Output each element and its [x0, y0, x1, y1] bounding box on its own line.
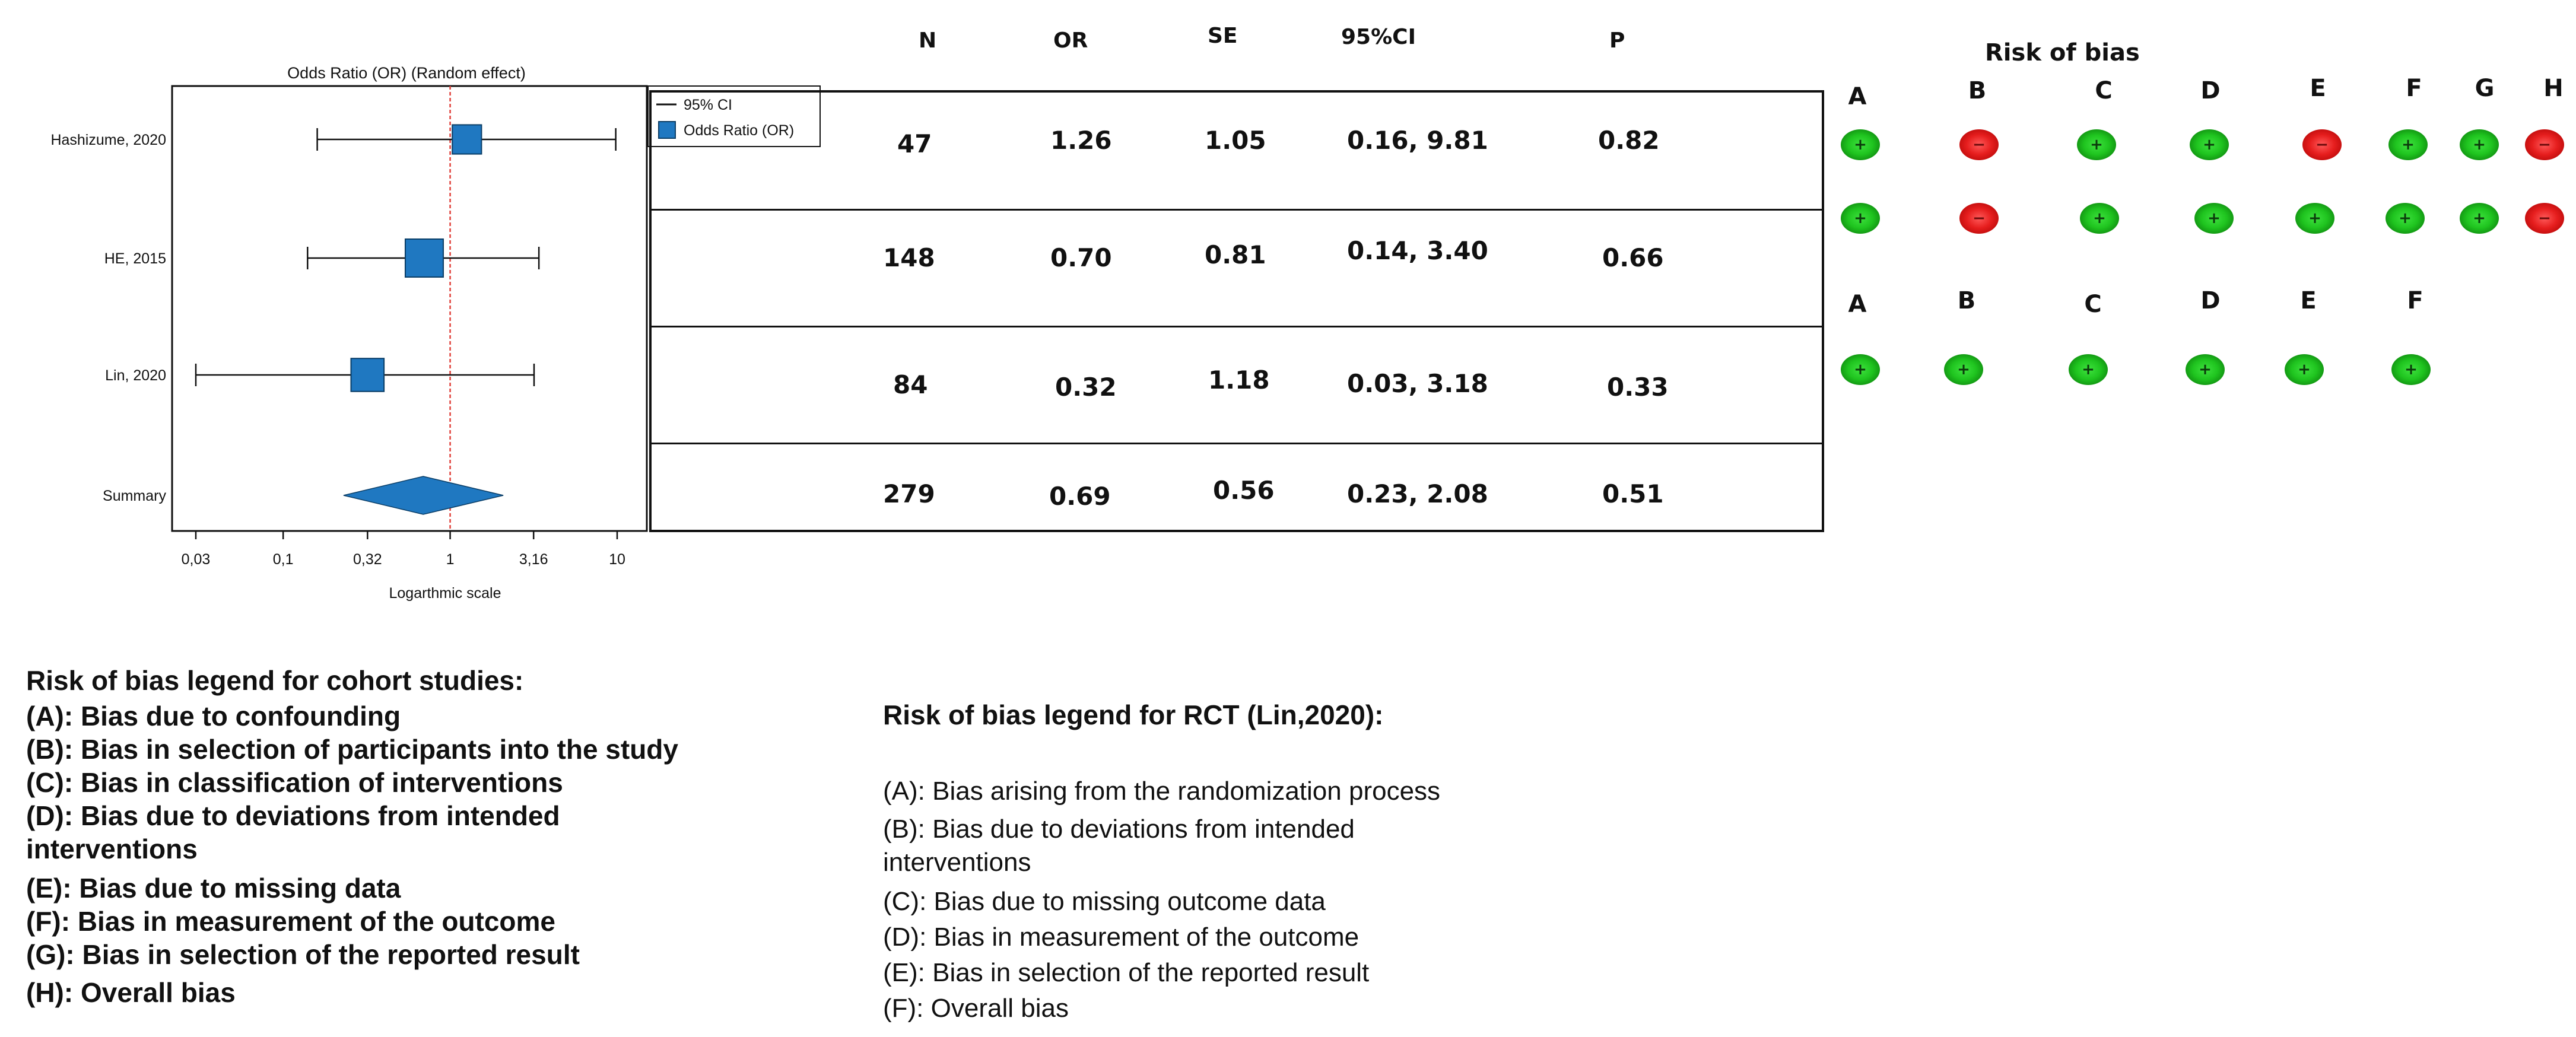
low-risk-dot: [1841, 129, 1880, 160]
low-risk-dot: [2190, 129, 2229, 160]
rob-col-letter: B: [1957, 287, 1976, 314]
rob-col-letter: F: [2406, 75, 2422, 102]
rob-col-letter: G: [2475, 75, 2495, 102]
plus-icon: +: [2199, 361, 2212, 378]
x-tick-label: 0,1: [272, 551, 294, 568]
table-cell: 0.66: [1602, 243, 1664, 272]
table-cell: 0.16, 9.81: [1347, 126, 1488, 155]
low-risk-dot: [1944, 354, 1983, 385]
row-divider: [652, 443, 1822, 444]
rob-col-letter: E: [2300, 287, 2317, 314]
plus-icon: +: [2399, 209, 2412, 227]
x-axis-label: Logarthmic scale: [389, 585, 501, 602]
risk-of-bias-title: Risk of bias: [1985, 39, 2140, 66]
table-cell: 1.26: [1050, 126, 1112, 155]
legend-rct-item: interventions: [883, 848, 1031, 877]
legend-cohort-item: interventions: [26, 834, 198, 864]
rob-col-letter: D: [2200, 287, 2221, 314]
rob-col-letter: C: [2084, 291, 2102, 318]
plus-icon: +: [2093, 209, 2106, 227]
legend-rct-item: (A): Bias arising from the randomization process: [883, 777, 1441, 806]
plus-icon: +: [2402, 136, 2415, 154]
plus-icon: +: [2473, 136, 2486, 154]
legend-rct-item: (D): Bias in measurement of the outcome: [883, 923, 1360, 952]
plus-icon: +: [2405, 361, 2418, 378]
plus-icon: +: [2203, 136, 2216, 154]
low-risk-dot: [2386, 203, 2425, 234]
col-header-n: N: [919, 28, 937, 53]
forest-plot: [0, 0, 795, 617]
minus-icon: −: [2315, 136, 2329, 154]
table-cell: 0.82: [1598, 126, 1660, 155]
high-risk-dot: [2525, 129, 2564, 160]
low-risk-dot: [2388, 129, 2428, 160]
minus-icon: −: [1973, 136, 1986, 154]
high-risk-dot: [1959, 129, 1999, 160]
plot-frame: [172, 86, 647, 531]
low-risk-dot: [2460, 203, 2499, 234]
legend-cohort-item: (C): Bias in classification of interventions: [26, 767, 563, 798]
x-tick-label: 3,16: [519, 551, 548, 568]
legend-rct-item: (F): Overall bias: [883, 994, 1069, 1023]
or-marker: [452, 125, 481, 154]
plus-icon: +: [1854, 361, 1867, 378]
rob-col-letter: C: [2095, 77, 2113, 104]
high-risk-dot: [1959, 203, 1999, 234]
table-cell: 1.18: [1208, 365, 1270, 395]
col-header-ci: 95%CI: [1341, 25, 1416, 49]
low-risk-dot: [2186, 354, 2225, 385]
high-risk-dot: [2525, 203, 2564, 234]
col-header-or: OR: [1053, 28, 1088, 53]
x-tick-label: 1: [446, 551, 455, 568]
summary-diamond: [344, 476, 503, 514]
plus-icon: +: [1854, 136, 1867, 154]
legend-cohort-item: (B): Bias in selection of participants into the study: [26, 734, 678, 765]
legend-cohort-heading: Risk of bias legend for cohort studies:: [26, 665, 524, 696]
table-cell: 1.05: [1205, 126, 1266, 155]
legend-rct-item: (B): Bias due to deviations from intended: [883, 815, 1355, 844]
table-cell: 0.33: [1607, 373, 1669, 402]
rob-col-letter: H: [2543, 75, 2564, 102]
table-cell: 148: [883, 243, 935, 272]
table-cell: 47: [897, 129, 932, 158]
legend-marker-label: Odds Ratio (OR): [684, 122, 795, 139]
minus-icon: −: [2538, 209, 2551, 227]
rob-col-letter: F: [2407, 287, 2423, 314]
x-tick-label: 0,32: [352, 551, 382, 568]
col-header-se: SE: [1208, 24, 1238, 48]
row-divider: [652, 326, 1822, 327]
plus-icon: +: [2473, 209, 2486, 227]
minus-icon: −: [1973, 209, 1986, 227]
low-risk-dot: [2080, 203, 2119, 234]
table-cell: 0.69: [1049, 482, 1111, 511]
summary-label: Summary: [103, 488, 166, 504]
table-cell: 0.23, 2.08: [1347, 479, 1488, 508]
plus-icon: +: [2090, 136, 2103, 154]
table-cell: 0.70: [1050, 243, 1112, 272]
legend-rct-heading: Risk of bias legend for RCT (Lin,2020):: [883, 699, 1384, 730]
legend-cohort-item: (H): Overall bias: [26, 977, 236, 1008]
plus-icon: +: [2207, 209, 2221, 227]
row-divider: [652, 209, 1822, 211]
legend-cohort-item: (D): Bias due to deviations from intended: [26, 800, 560, 831]
low-risk-dot: [2077, 129, 2116, 160]
table-cell: 0.03, 3.18: [1347, 369, 1488, 398]
rob-col-letter: A: [1848, 83, 1867, 110]
study-label: Lin, 2020: [105, 367, 166, 384]
x-tick-label: 10: [609, 551, 625, 568]
low-risk-dot: [1841, 354, 1880, 385]
rob-col-letter: D: [2200, 77, 2221, 104]
table-cell: 0.14, 3.40: [1347, 236, 1488, 265]
legend-cohort-item: (A): Bias due to confounding: [26, 701, 401, 731]
study-label: Hashizume, 2020: [50, 132, 166, 148]
table-cell: 0.51: [1602, 479, 1664, 508]
table-cell: 279: [883, 479, 935, 508]
or-marker: [351, 358, 385, 392]
table-cell: 0.56: [1213, 476, 1275, 505]
low-risk-dot: [2069, 354, 2108, 385]
minus-icon: −: [2538, 136, 2551, 154]
low-risk-dot: [1841, 203, 1880, 234]
plus-icon: +: [2308, 209, 2321, 227]
legend-cohort-item: (E): Bias due to missing data: [26, 873, 401, 904]
study-label: HE, 2015: [104, 250, 166, 267]
rob-col-letter: B: [1968, 77, 1987, 104]
low-risk-dot: [2295, 203, 2334, 234]
rob-col-letter: E: [2310, 75, 2326, 102]
high-risk-dot: [2302, 129, 2342, 160]
plus-icon: +: [1957, 361, 1970, 378]
plus-icon: +: [2298, 361, 2311, 378]
low-risk-dot: [2285, 354, 2324, 385]
or-marker: [405, 239, 443, 277]
legend-cohort-item: (G): Bias in selection of the reported result: [26, 939, 580, 970]
x-tick-label: 0,03: [181, 551, 211, 568]
table-cell: 84: [893, 370, 928, 399]
table-cell: 0.81: [1205, 240, 1266, 269]
table-cell: 0.32: [1055, 373, 1117, 402]
low-risk-dot: [2391, 354, 2431, 385]
rob-col-letter: A: [1848, 291, 1867, 318]
low-risk-dot: [2460, 129, 2499, 160]
plus-icon: +: [1854, 209, 1867, 227]
legend-ci-label: 95% CI: [684, 97, 732, 113]
col-header-p: P: [1609, 28, 1625, 53]
plus-icon: +: [2082, 361, 2095, 378]
legend-cohort-item: (F): Bias in measurement of the outcome: [26, 906, 556, 937]
legend-rct-item: (C): Bias due to missing outcome data: [883, 887, 1326, 916]
chart-title: Odds Ratio (OR) (Random effect): [287, 64, 526, 82]
legend-rct-item: (E): Bias in selection of the reported result: [883, 958, 1370, 987]
stats-box: [649, 90, 1824, 532]
low-risk-dot: [2194, 203, 2234, 234]
